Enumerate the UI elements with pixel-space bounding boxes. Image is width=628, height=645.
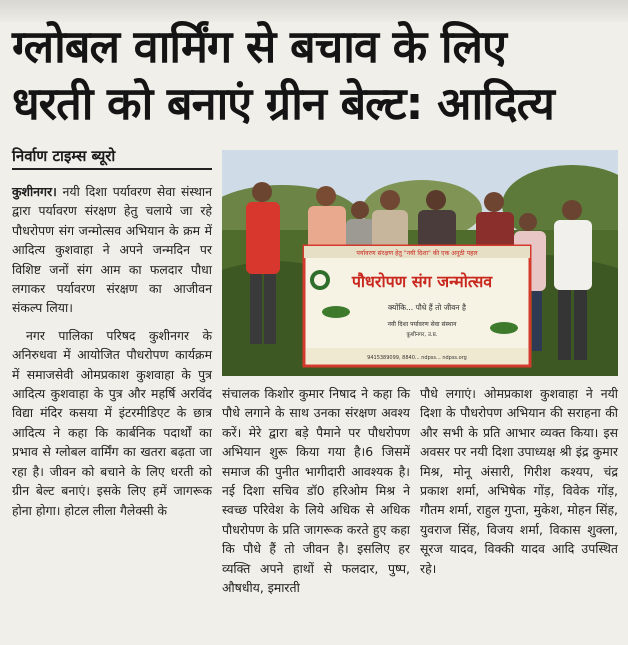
byline: निर्वाण टाइम्स ब्यूरो <box>12 146 212 170</box>
article-column-2 <box>222 384 410 597</box>
banner <box>304 246 530 366</box>
dateline: कुशीनगर। <box>12 184 57 199</box>
banner-title: पौधरोपण संग जन्मोत्सव <box>351 272 493 291</box>
paragraph-1-text: नयी दिशा पर्यावरण सेवा संस्थान द्वारा पर्यावरण संरक्षण हेतु चलाये जा रहे पौधरोपण संग जन्मोत्सव अभियान के क्रम में आदित्य कुशवाहा ने अपने जन्मदिन पर विशिष्ट जनों संग आम का फलदार पौधा लगाकर पर्यावरण संरक्षण का आजीवन संकल्प लिया। <box>12 184 212 316</box>
column-3-text: पौधे लगाएं। ओमप्रकाश कुशवाहा ने नयी दिशा के पौधरोपण अभियान की सराहना की और सभी के प्रति आभार व्यक्त किया। इस अवसर पर नयी दिशा उपाध्यक्ष श्री इंद्र कुमार मिश्र, मोनू अंसारी, गिरीश कश्यप, चंद्र प्रकाश शर्मा, अभिषेक गोंड़, विवेक गोंड़, गौतम शर्मा, राहुल गुप्ता, मुकेश, मोहन सिंह, युवराज सिंह, विजय शर्मा, विकास शुक्ला, सूरज यादव, विक्की यादव आदि उपस्थित रहे। <box>420 386 618 576</box>
article-column-3 <box>420 384 618 578</box>
banner-contact: 9415389099, 8840... ndpss... ndpss.org <box>367 355 467 361</box>
headline <box>12 18 616 132</box>
photo-illustration <box>222 150 618 376</box>
banner-top-text: पर्यावरण संरक्षण हेतु "नयी दिशा" की एक अनूठी पहल <box>356 250 478 257</box>
paragraph-1 <box>12 182 212 318</box>
banner-slogan: क्योंकि... पौधे हैं तो जीवन है <box>388 303 466 312</box>
headline-line-1: ग्लोबल वार्मिंग से बचाव के लिए <box>12 20 506 73</box>
banner-org: नयी दिशा पर्यावरण सेवा संस्थान <box>387 321 457 328</box>
headline-line-2: धरती को बनाएं ग्रीन बेल्ट: आदित्य <box>12 77 554 130</box>
banner-place: कुशीनगर, उ.प्र. <box>406 332 438 338</box>
paragraph-2: नगर पालिका परिषद कुशीनगर के अनिरुधवा में आयोजित पौधरोपण कार्यक्रम में समाजसेवी ओमप्रकाश कुशवाहा के पुत्र आदित्य कुशवाहा के पुत्र और महर्षि अरविंद विद्या मंदिर कसया में इंटरमीडिएट के छात्र आदित्य ने कहा कि कार्बनिक पदार्थों का प्रभाव से ग्लोबल वार्मिंग का खतरा बढ़ता जा रहा है। जीवन को बचाने के लिए धरती को ग्रीन बेल्ट बनाएं। इसके लिए हमें जागरूक होना होगा। होटल लीला गैलेक्सी के <box>12 327 212 518</box>
column-2-text: संचालक किशोर कुमार निषाद ने कहा कि पौधे लगाने के साथ उनका संरक्षण अवश्य करें। मेरे द्वारा बड़े पैमाने पर पौधरोपण अभियान शुरू किया गया है।6 जिसमें समाज की पुनीत भागीदारी आवश्यक है। नई दिशा सचिव डॉ0 हरिओम मिश्र ने स्वच्छ परिवेश के लिये अधिक से अधिक पौधरोपण के प्रति जागरूक करते हुए कहा कि पौधे हैं तो जीवन है। इसलिए हर व्यक्ति अपने हाथों से फलदार, पुष्प, औषधीय, इमारती <box>222 386 410 596</box>
article-column-1 <box>12 182 212 520</box>
plant-graphic-left <box>322 306 350 318</box>
plant-graphic-right <box>490 322 518 334</box>
news-photo <box>222 150 618 376</box>
